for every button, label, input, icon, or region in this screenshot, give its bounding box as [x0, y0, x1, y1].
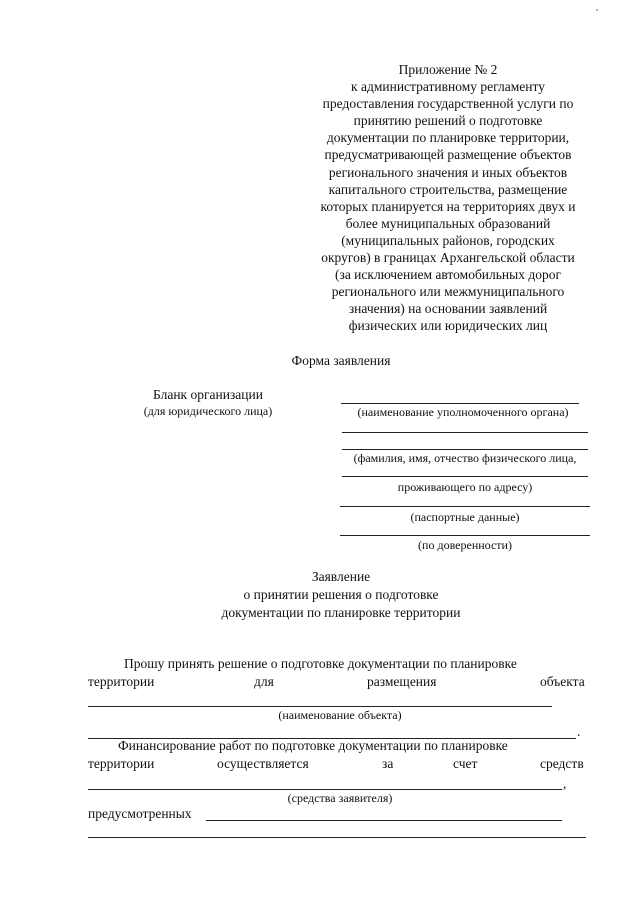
- person-field-line: [342, 449, 588, 450]
- passport-field-line: [340, 506, 590, 507]
- statement-subtitle: документации по планировке территории: [221, 605, 461, 620]
- provided-field-line: [206, 820, 562, 821]
- authority-caption: (наименование уполномоченного органа): [357, 405, 569, 419]
- funds-field-line: [88, 789, 562, 790]
- provided-label: предусмотренных: [88, 806, 192, 821]
- appendix-header: [305, 61, 591, 335]
- object-period: .: [577, 724, 581, 739]
- appendix-line: более муниципальных образований: [345, 215, 551, 231]
- financing-word: осуществляется: [217, 756, 309, 771]
- appendix-line: принятию решений о подготовке: [353, 113, 543, 129]
- statement-title: Заявление: [311, 569, 371, 584]
- proxy-caption: (по доверенности): [418, 538, 512, 552]
- appendix-line: округов) в границах Архангельской области: [321, 250, 575, 266]
- request-line-1: Прошу принять решение о подготовке документации по планировке: [124, 656, 517, 671]
- financing-line-1: Финансирование работ по подготовке документации по планировке: [118, 738, 508, 753]
- org-blank-title: Бланк организации: [153, 387, 263, 402]
- financing-word: территории: [88, 756, 155, 771]
- person-caption: (фамилия, имя, отчество физического лица,: [353, 451, 577, 465]
- appendix-line: к административному регламенту: [351, 79, 545, 95]
- appendix-line: Приложение № 2: [398, 62, 498, 77]
- statement-subtitle: о принятии решения о подготовке: [243, 587, 439, 602]
- appendix-line: (за исключением автомобильных дорог: [334, 267, 562, 283]
- org-blank-note: (для юридического лица): [143, 404, 273, 418]
- scan-mark: [596, 9, 598, 11]
- appendix-line: предоставления государственной услуги по: [322, 96, 574, 112]
- proxy-field-line: [340, 535, 590, 536]
- continuation-field-line: [88, 837, 586, 838]
- form-title: Форма заявления: [291, 353, 391, 368]
- object-field-line: [88, 706, 552, 707]
- request-word: объекта: [540, 674, 585, 689]
- recipient-field-line: [342, 432, 588, 433]
- passport-caption: (паспортные данные): [410, 510, 520, 524]
- appendix-line: регионального или межмуниципального: [331, 284, 565, 300]
- funds-caption: (средства заявителя): [287, 791, 393, 805]
- financing-word: средств: [540, 756, 584, 771]
- financing-word: счет: [453, 756, 478, 771]
- appendix-line: капитального строительства, размещение: [328, 181, 568, 197]
- appendix-line: регионального значения и иных объектов: [328, 164, 568, 180]
- appendix-line: физических или юридических лиц: [348, 318, 548, 334]
- address-caption: проживающего по адресу): [397, 480, 533, 494]
- financing-word: за: [382, 756, 394, 771]
- request-word: территории: [88, 674, 155, 689]
- appendix-line: (муниципальных районов, городских: [341, 232, 555, 248]
- appendix-line: предусматривающей размещение объектов: [324, 147, 572, 163]
- authority-field-line: [341, 403, 579, 404]
- appendix-line: документации по планировке территории,: [326, 130, 570, 146]
- address-field-line: [342, 476, 588, 477]
- object-caption: (наименование объекта): [278, 708, 402, 722]
- appendix-line: которых планируется на территориях двух и: [320, 198, 576, 214]
- appendix-line: значения) на основании заявлений: [348, 301, 548, 317]
- request-word: размещения: [367, 674, 437, 689]
- funds-comma: ,: [563, 776, 567, 791]
- request-word: для: [254, 674, 274, 689]
